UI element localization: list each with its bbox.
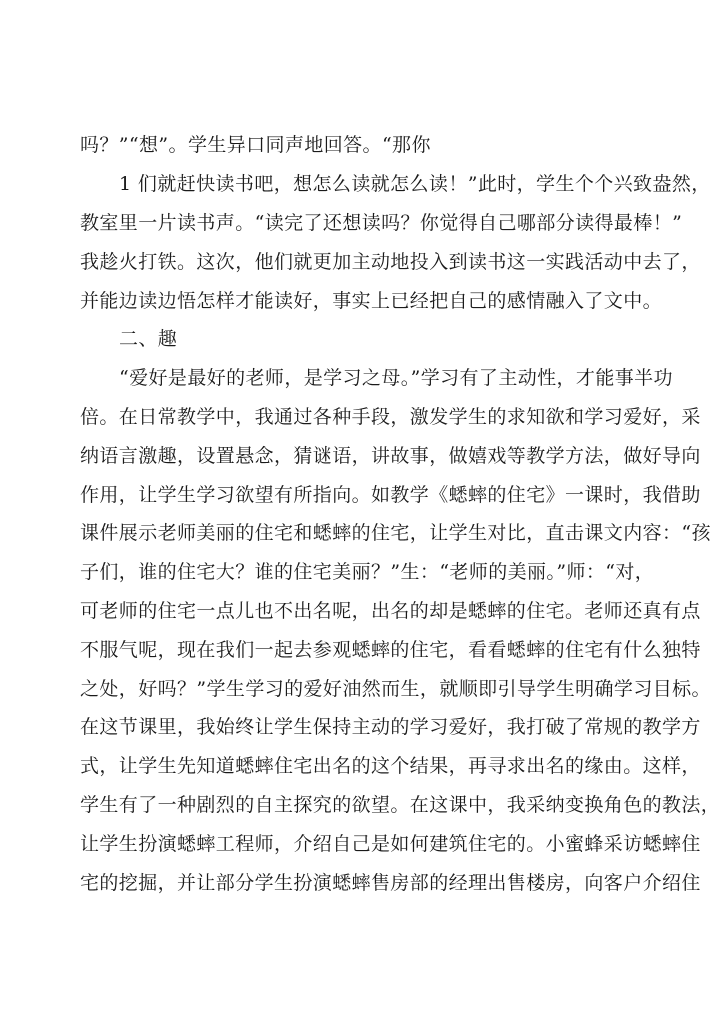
- text-line: 让学生扮演蟋蟀工程师，介绍自己是如何建筑住宅的。小蜜蜂采访蟋蟀住: [80, 833, 701, 855]
- text-line: 纳语言激趣，设置悬念，猜谜语，讲故事，做嬉戏等教学方法，做好导向: [80, 445, 701, 467]
- text-line: 我趁火打铁。这次，他们就更加主动地投入到读书这一实践活动中去了，: [80, 251, 701, 273]
- text-line: 可老师的住宅一点儿也不出名呢，出名的却是蟋蟀的住宅。老师还真有点: [80, 600, 701, 622]
- text-line: 在这节课里，我始终让学生保持主动的学习爱好，我打破了常规的教学方: [80, 716, 701, 738]
- text-line: 并能边读边悟怎样才能读好，事实上已经把自己的感情融入了文中。: [80, 290, 663, 312]
- text-line: 不服气呢，现在我们一起去参观蟋蟀的住宅，看看蟋蟀的住宅有什么独特: [80, 639, 701, 661]
- text-line: 教室里一片读书声。“读完了还想读吗？你觉得自己哪部分读得最棒！”: [80, 212, 683, 234]
- text-line: 课件展示老师美丽的住宅和蟋蟀的住宅，让学生对比，直击课文内容：“孩: [80, 522, 711, 544]
- text-line: 倍。在日常教学中，我通过各种手段，激发学生的求知欲和学习爱好，采: [80, 406, 701, 428]
- text-line: “爱好是最好的老师，是学习之母。”学习有了主动性，才能事半功: [119, 367, 673, 389]
- text-line: 之处，好吗？”学生学习的爱好油然而生，就顺即引导学生明确学习目标。: [80, 678, 711, 700]
- text-line: 学生有了一种剧烈的自主探究的欲望。在这课中，我采纳变换角色的教法，: [80, 794, 720, 816]
- text-line: 1 们就赶快读书吧，想怎么读就怎么读！”此时，学生个个兴致盎然，: [119, 173, 711, 195]
- text-line: 吗？”“想”。学生异口同声地回答。“那你: [80, 134, 431, 156]
- text-line: 式，让学生先知道蟋蟀住宅出名的这个结果，再寻求出名的缘由。这样，: [80, 755, 701, 777]
- section-heading: 二、趣: [119, 328, 178, 350]
- text-line: 子们，谁的住宅大？谁的住宅美丽？”生：“老师的美丽。”师：“对，: [80, 561, 655, 583]
- text-line: 宅的挖掘，并让部分学生扮演蟋蟀售房部的经理出售楼房，向客户介绍住: [80, 872, 701, 894]
- text-line: 作用，让学生学习欲望有所指向。如教学《蟋蟀的住宅》一课时，我借助: [80, 484, 701, 506]
